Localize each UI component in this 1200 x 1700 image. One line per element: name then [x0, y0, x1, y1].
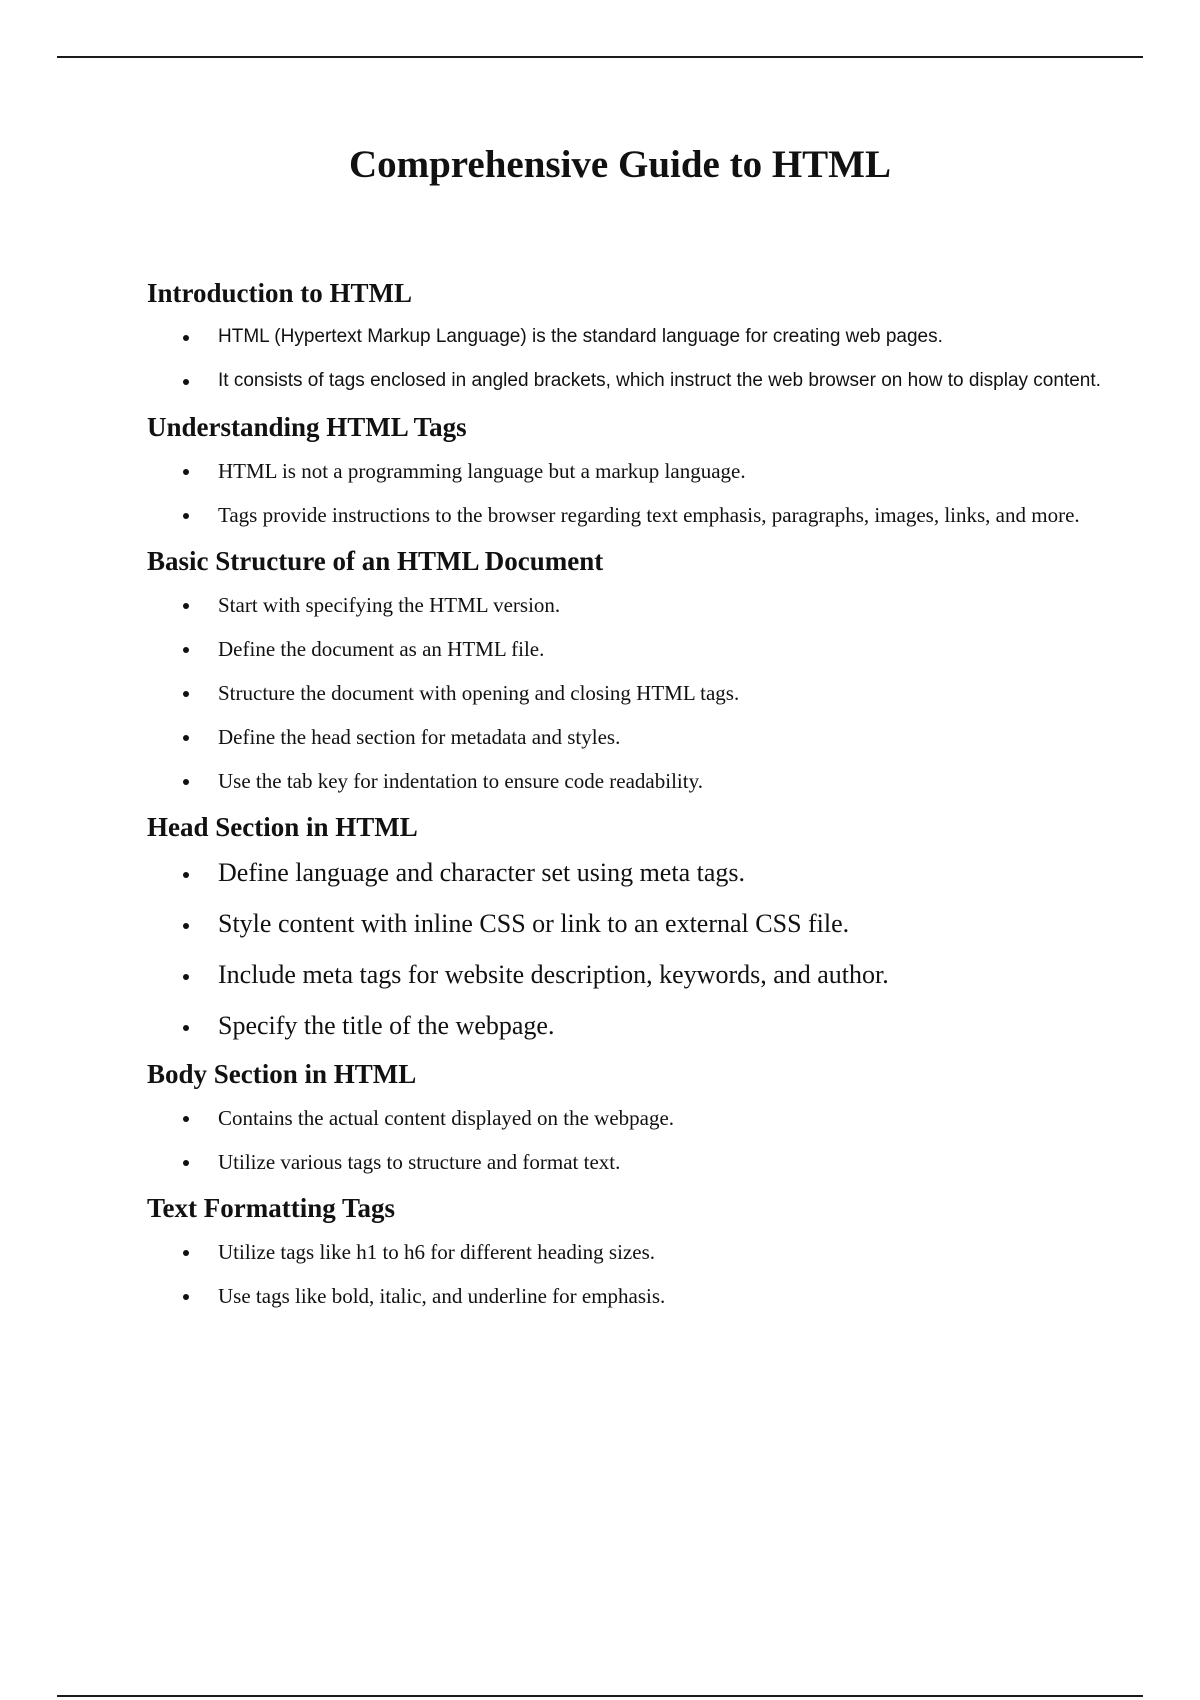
- list-item-text: Start with specifying the HTML version.: [218, 593, 561, 617]
- list-item-text: Define the head section for metadata and styles.: [218, 725, 621, 749]
- bullet-icon: [183, 1160, 189, 1166]
- bullet-icon: [183, 1250, 189, 1256]
- bullet-icon: [183, 974, 189, 980]
- bullet-icon: [183, 1025, 189, 1031]
- section-list-body-section: [147, 1103, 1107, 1177]
- list-item-text: HTML is not a programming language but a markup language.: [218, 459, 746, 483]
- section-heading-text-formatting: Text Formatting Tags: [147, 1193, 396, 1223]
- section-heading-body-section: Body Section in HTML: [147, 1059, 417, 1089]
- list-item: [147, 1103, 1107, 1133]
- section-list-basic-structure: [147, 590, 1107, 796]
- list-item-text: Style content with inline CSS or link to an external CSS file.: [218, 909, 850, 938]
- section-heading-head-section: Head Section in HTML: [147, 812, 418, 842]
- list-item: [147, 634, 1107, 664]
- list-item: [147, 1009, 1107, 1043]
- list-item-text: HTML (Hypertext Markup Language) is the standard language for creating web pages.: [218, 326, 943, 347]
- list-item: [147, 766, 1107, 796]
- document-title: Comprehensive Guide to HTML: [348, 143, 892, 186]
- section-heading-basic-structure: Basic Structure of an HTML Document: [147, 546, 604, 576]
- bullet-icon: [183, 603, 189, 609]
- list-item-text: Use the tab key for indentation to ensure code readability.: [218, 769, 703, 793]
- list-item-text: Include meta tags for website description, keywords, and author.: [218, 960, 889, 989]
- bullet-icon: [183, 872, 189, 878]
- bullet-icon: [183, 1116, 189, 1122]
- list-item: [147, 1281, 1107, 1311]
- list-item: [147, 958, 1107, 992]
- bullet-icon: [183, 513, 189, 519]
- bottom-rule: [57, 1695, 1143, 1697]
- bullet-icon: [183, 379, 189, 385]
- section-heading-introduction: Introduction to HTML: [147, 278, 413, 308]
- list-item: [147, 590, 1107, 620]
- list-item-text: Structure the document with opening and closing HTML tags.: [218, 681, 740, 705]
- list-item-text: Utilize tags like h1 to h6 for different heading sizes.: [218, 1240, 655, 1264]
- list-item-text: It consists of tags enclosed in angled brackets, which instruct the web browser on how to display content.: [218, 370, 1101, 391]
- list-item: [147, 678, 1107, 708]
- list-item: [147, 500, 1107, 530]
- bullet-icon: [183, 469, 189, 475]
- list-item: [147, 366, 1107, 396]
- top-rule: [57, 56, 1143, 58]
- section-list-text-formatting: [147, 1237, 1107, 1311]
- bullet-icon: [183, 779, 189, 785]
- list-item: [147, 322, 1107, 352]
- bullet-icon: [183, 647, 189, 653]
- section-list-head-section: [147, 856, 1107, 1043]
- section-list-understanding-tags: [147, 456, 1107, 530]
- list-item-text: Define the document as an HTML file.: [218, 637, 545, 661]
- list-item: [147, 1237, 1107, 1267]
- list-item-text: Contains the actual content displayed on the webpage.: [218, 1106, 675, 1130]
- list-item-text: Utilize various tags to structure and format text.: [218, 1150, 621, 1174]
- list-item: [147, 456, 1107, 486]
- list-item-text: Specify the title of the webpage.: [218, 1011, 555, 1040]
- list-item-text: Use tags like bold, italic, and underline for emphasis.: [218, 1284, 666, 1308]
- list-item: [147, 907, 1107, 941]
- list-item: [147, 1147, 1107, 1177]
- bullet-icon: [183, 335, 189, 341]
- list-item: [147, 722, 1107, 752]
- list-item-text: Define language and character set using meta tags.: [218, 858, 745, 887]
- document-body: [147, 276, 1107, 1325]
- bullet-icon: [183, 735, 189, 741]
- bullet-icon: [183, 923, 189, 929]
- list-item: [147, 856, 1107, 890]
- bullet-icon: [183, 1294, 189, 1300]
- section-list-introduction: [147, 322, 1107, 396]
- list-item-text: Tags provide instructions to the browser regarding text emphasis, paragraphs, images, links, and more.: [218, 503, 1080, 527]
- bullet-icon: [183, 691, 189, 697]
- section-heading-understanding-tags: Understanding HTML Tags: [147, 412, 467, 442]
